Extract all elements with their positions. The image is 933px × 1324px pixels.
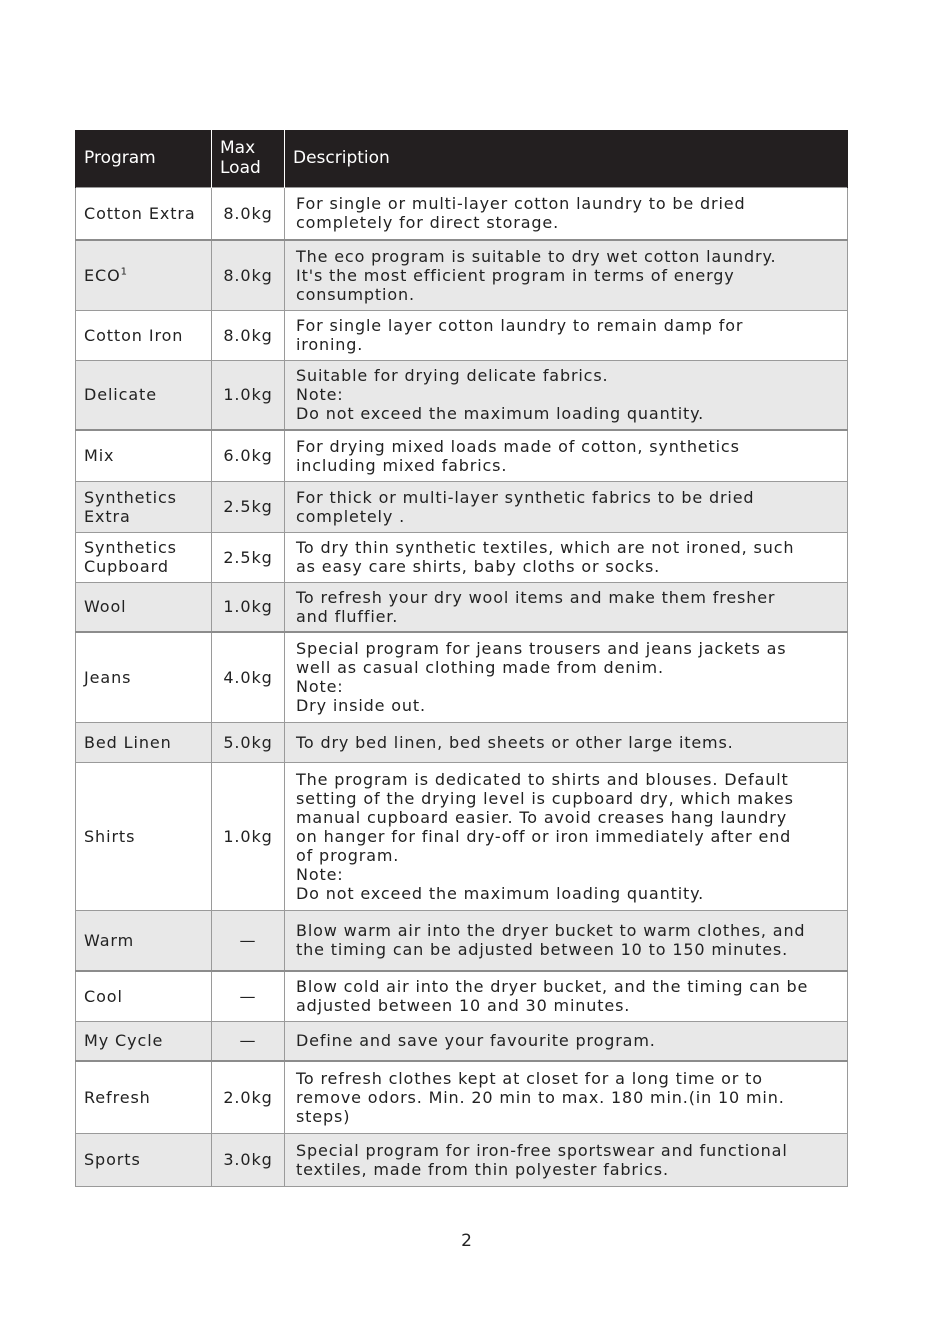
description-line: To refresh clothes kept at closet for a long time or to <box>296 1068 763 1088</box>
description-line: For drying mixed loads made of cotton, synthetics <box>296 436 740 456</box>
max-load-cell: 5.0kg <box>212 722 285 762</box>
program-name: Warm <box>84 930 135 950</box>
description-line: completely for direct storage. <box>296 213 560 233</box>
program-name: Synthetics Cupboard <box>84 538 177 576</box>
program-name: Wool <box>84 597 127 617</box>
description-line: Note: <box>296 385 344 405</box>
program-name: Cool <box>84 986 123 1006</box>
program-name-cell <box>76 632 212 722</box>
table-row <box>76 1133 848 1186</box>
program-name: Mix <box>84 446 115 466</box>
description-line: Blow cold air into the dryer bucket, and the timing can be <box>296 977 809 997</box>
max-load-cell: 1.0kg <box>212 582 285 632</box>
program-name: Shirts <box>84 826 136 846</box>
program-name-cell <box>76 187 212 240</box>
program-rows <box>76 187 848 1186</box>
program-name-cell <box>76 910 212 971</box>
max-load-cell: 2.0kg <box>212 1061 285 1133</box>
table-row <box>76 310 848 360</box>
table-row <box>76 240 848 310</box>
description-line: Do not exceed the maximum loading quantity. <box>296 404 705 424</box>
description-line: remove odors. Min. 20 min to max. 180 min.(in 10 min. <box>296 1087 785 1107</box>
program-name-cell <box>76 430 212 481</box>
table-header-row <box>76 130 848 187</box>
program-name: Synthetics Extra <box>84 487 177 526</box>
description-line: completely . <box>296 506 406 526</box>
program-name-cell <box>76 481 212 532</box>
description-line: For thick or multi-layer synthetic fabrics to be dried <box>296 487 755 507</box>
description-cell <box>285 1061 848 1133</box>
program-name-cell <box>76 1021 212 1061</box>
description-line: including mixed fabrics. <box>296 455 508 475</box>
description-line: To dry bed linen, bed sheets or other large items. <box>296 732 734 752</box>
description-cell <box>285 360 848 430</box>
program-name: My Cycle <box>84 1031 164 1051</box>
table-row <box>76 187 848 240</box>
program-name-cell <box>76 310 212 360</box>
table-row <box>76 532 848 582</box>
description-cell <box>285 632 848 722</box>
description-line: Do not exceed the maximum loading quantity. <box>296 883 705 903</box>
description-line: To refresh your dry wool items and make them fresher <box>296 587 776 607</box>
description-cell <box>285 910 848 971</box>
description-cell <box>285 240 848 310</box>
table-row <box>76 762 848 910</box>
table-row <box>76 722 848 762</box>
max-load-cell: 8.0kg <box>212 240 285 310</box>
program-name: Jeans <box>84 667 132 687</box>
description-cell <box>285 481 848 532</box>
header-max-load-line1: Max <box>220 138 256 159</box>
header-description: Description <box>285 130 848 187</box>
description-cell <box>285 310 848 360</box>
table-row <box>76 1061 848 1133</box>
description-line: as easy care shirts, baby cloths or socks. <box>296 557 661 576</box>
description-line: adjusted between 10 and 30 minutes. <box>296 996 631 1016</box>
description-cell <box>285 1133 848 1186</box>
description-line: To dry thin synthetic textiles, which are not ironed, such <box>296 538 795 557</box>
max-load-cell: 1.0kg <box>212 360 285 430</box>
description-line: ironing. <box>296 335 364 354</box>
description-line: Dry inside out. <box>296 696 426 716</box>
description-cell <box>285 971 848 1021</box>
description-cell <box>285 722 848 762</box>
max-load-cell: — <box>212 971 285 1021</box>
description-cell <box>285 1021 848 1061</box>
program-name: Sports <box>84 1150 141 1169</box>
description-line: Define and save your favourite program. <box>296 1031 656 1051</box>
header-max-load-line2: Load <box>220 158 261 179</box>
program-name-cell <box>76 240 212 310</box>
description-cell <box>285 430 848 481</box>
program-name: Cotton Extra <box>84 203 196 223</box>
program-name-cell <box>76 1133 212 1186</box>
table-row <box>76 582 848 632</box>
description-line: The program is dedicated to shirts and blouses. Default <box>296 769 789 789</box>
program-name-cell <box>76 762 212 910</box>
footnote-marker: 1 <box>120 266 128 278</box>
table-row <box>76 360 848 430</box>
program-name-cell <box>76 1061 212 1133</box>
description-line: For single layer cotton laundry to remain damp for <box>296 316 744 335</box>
description-line: Special program for iron-free sportswear and functional <box>296 1140 788 1160</box>
program-name-cell <box>76 532 212 582</box>
program-name-cell <box>76 971 212 1021</box>
description-cell <box>285 762 848 910</box>
description-line: Note: <box>296 677 344 697</box>
table-row <box>76 971 848 1021</box>
description-line: of program. <box>296 845 400 865</box>
table-row <box>76 481 848 532</box>
header-program: Program <box>76 130 212 187</box>
description-line: Special program for jeans trousers and jeans jackets as <box>296 639 787 659</box>
description-cell <box>285 582 848 632</box>
max-load-cell: 2.5kg <box>212 481 285 532</box>
max-load-cell: 2.5kg <box>212 532 285 582</box>
program-table <box>75 130 848 1187</box>
max-load-cell: — <box>212 910 285 971</box>
description-line: Suitable for drying delicate fabrics. <box>296 366 609 386</box>
description-line: The eco program is suitable to dry wet cotton laundry. <box>296 246 777 266</box>
description-cell <box>285 187 848 240</box>
page-number: 2 <box>461 1231 472 1251</box>
max-load-cell: 3.0kg <box>212 1133 285 1186</box>
table-row <box>76 910 848 971</box>
program-name-cell <box>76 582 212 632</box>
description-line: on hanger for final dry-off or iron immediately after end <box>296 826 792 846</box>
description-line: It's the most efficient program in terms of energy <box>296 265 735 285</box>
program-name: Delicate <box>84 385 157 405</box>
table-row <box>76 1021 848 1061</box>
program-name: Refresh <box>84 1087 151 1107</box>
description-line: the timing can be adjusted between 10 to 150 minutes. <box>296 940 789 960</box>
max-load-cell: 8.0kg <box>212 187 285 240</box>
description-line: Note: <box>296 864 344 884</box>
description-line: and fluffier. <box>296 606 399 626</box>
description-line: manual cupboard easier. To avoid creases hang laundry <box>296 807 788 827</box>
max-load-cell: — <box>212 1021 285 1061</box>
program-name: Bed Linen <box>84 732 172 752</box>
max-load-cell: 1.0kg <box>212 762 285 910</box>
max-load-cell: 6.0kg <box>212 430 285 481</box>
description-line: textiles, made from thin polyester fabrics. <box>296 1159 669 1179</box>
program-name: ECO <box>84 265 121 285</box>
table-row <box>76 430 848 481</box>
description-cell <box>285 532 848 582</box>
description-line: setting of the drying level is cupboard dry, which makes <box>296 788 794 808</box>
program-name-cell <box>76 722 212 762</box>
max-load-cell: 4.0kg <box>212 632 285 722</box>
description-line: Blow warm air into the dryer bucket to warm clothes, and <box>296 921 806 941</box>
program-name: Cotton Iron <box>84 325 184 345</box>
description-line: For single or multi-layer cotton laundry to be dried <box>296 194 746 214</box>
description-line: well as casual clothing made from denim. <box>296 658 664 678</box>
table-row <box>76 632 848 722</box>
max-load-cell: 8.0kg <box>212 310 285 360</box>
description-line: consumption. <box>296 284 415 304</box>
header-max-load <box>212 130 285 187</box>
program-name-cell <box>76 360 212 430</box>
description-line: steps) <box>296 1106 351 1126</box>
